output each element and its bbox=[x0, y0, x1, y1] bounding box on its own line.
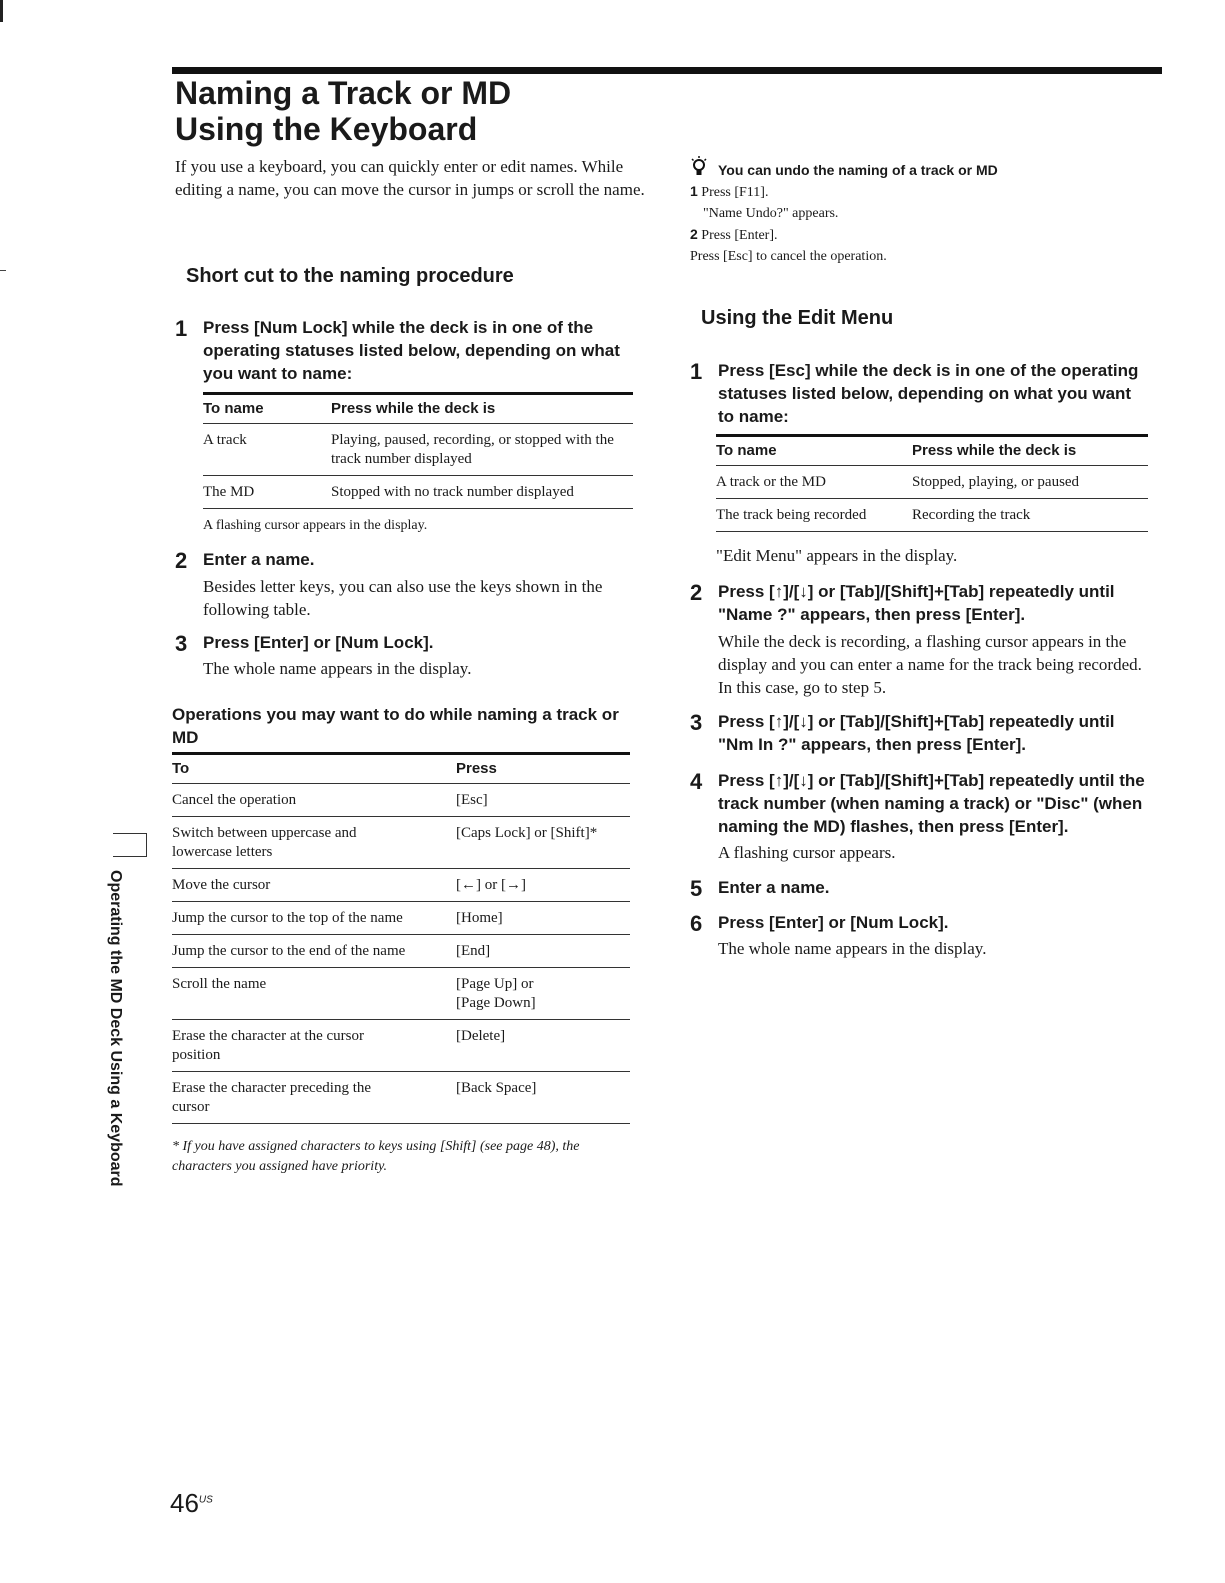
column-header: Press while the deck is bbox=[912, 436, 1148, 466]
table-cell: Switch between uppercase and lowercase letters bbox=[172, 817, 456, 869]
operations-table bbox=[172, 752, 630, 1124]
table-cell: Playing, paused, recording, or stopped with the track number displayed bbox=[331, 424, 633, 476]
table-cell: The MD bbox=[203, 476, 331, 509]
table-row bbox=[203, 424, 633, 476]
step-instruction: Press [↑]/[↓] or [Tab]/[Shift]+[Tab] repeatedly until "Nm In ?" appears, then press [Enter]. bbox=[718, 712, 1115, 754]
table-row bbox=[172, 968, 630, 1020]
scan-edge-tick bbox=[0, 270, 6, 271]
step-instruction: Press [↑]/[↓] or [Tab]/[Shift]+[Tab] repeatedly until the track number (when naming a track) or "Disc" (when naming the MD) flashes, then press [Enter]. bbox=[718, 771, 1145, 836]
shortcut-step-1 bbox=[175, 316, 635, 386]
step-number: 6 bbox=[690, 911, 703, 936]
table-cell: Stopped with no track number displayed bbox=[331, 476, 633, 509]
page-number-value: 46 bbox=[170, 1488, 199, 1518]
table-cell: [Caps Lock] or [Shift]* bbox=[456, 817, 630, 869]
tip-text: Press [Esc] to cancel the operation. bbox=[690, 249, 887, 264]
table-row bbox=[172, 817, 630, 869]
page-number bbox=[170, 1488, 213, 1519]
shortcut-step-2 bbox=[175, 548, 635, 623]
table-row bbox=[172, 1020, 630, 1072]
tip-block bbox=[690, 160, 1130, 267]
table-header-row bbox=[203, 394, 633, 424]
editmenu-heading: Using the Edit Menu bbox=[701, 307, 894, 329]
column-header: To name bbox=[203, 394, 331, 424]
step-detail: The whole name appears in the display. bbox=[718, 939, 987, 958]
step-number: 3 bbox=[690, 710, 703, 735]
step-detail: The whole name appears in the display. bbox=[203, 659, 472, 678]
side-tab-label: Operating the MD Deck Using a Keyboard bbox=[107, 870, 124, 1187]
tip-step-number: 1 bbox=[690, 183, 698, 199]
step-instruction: Press [Enter] or [Num Lock]. bbox=[718, 913, 949, 932]
step-number: 3 bbox=[175, 631, 188, 656]
step-detail: A flashing cursor appears. bbox=[718, 843, 896, 862]
intro-paragraph: If you use a keyboard, you can quickly enter or edit names. While editing a name, you can move the cursor in jumps or scroll the name. bbox=[175, 157, 645, 199]
table-row bbox=[203, 476, 633, 509]
step-number: 1 bbox=[175, 316, 188, 341]
table-cell: [←] or [→] bbox=[456, 869, 630, 902]
editmenu-step-1 bbox=[690, 359, 1150, 429]
tip-line bbox=[690, 181, 1130, 203]
table-cell: Scroll the name bbox=[172, 968, 456, 1020]
editmenu-step-3 bbox=[690, 710, 1150, 760]
step-number: 2 bbox=[175, 548, 188, 573]
step-instruction: Press [Num Lock] while the deck is in one of the operating statuses listed below, depending on what you want to name: bbox=[203, 318, 620, 383]
table-cell: Erase the character preceding the cursor bbox=[172, 1072, 456, 1124]
table-cell: [Esc] bbox=[456, 784, 630, 817]
tip-line bbox=[690, 224, 1130, 246]
side-tab bbox=[102, 870, 132, 1260]
table-cell: Recording the track bbox=[912, 499, 1148, 532]
table-cell: Jump the cursor to the end of the name bbox=[172, 935, 456, 968]
column-header: Press bbox=[456, 754, 630, 784]
column-header: To bbox=[172, 754, 456, 784]
tip-step-number: 2 bbox=[690, 226, 698, 242]
table-row bbox=[716, 466, 1148, 499]
step-instruction: Press [↑]/[↓] or [Tab]/[Shift]+[Tab] repeatedly until "Name ?" appears, then press [Enter]. bbox=[718, 582, 1115, 624]
table-cell: Move the cursor bbox=[172, 869, 456, 902]
shortcut-step-3 bbox=[175, 631, 635, 681]
tip-text: "Name Undo?" appears. bbox=[703, 206, 839, 221]
table-cell: A track or the MD bbox=[716, 466, 912, 499]
operations-heading: Operations you may want to do while naming a track or MD bbox=[172, 705, 619, 747]
table-row bbox=[172, 902, 630, 935]
editmenu-step-2 bbox=[690, 580, 1150, 705]
step-instruction: Press [Enter] or [Num Lock]. bbox=[203, 633, 434, 652]
editmenu-table bbox=[716, 434, 1148, 532]
step-number: 5 bbox=[690, 876, 703, 901]
side-tab-bracket bbox=[113, 833, 147, 857]
table-note: "Edit Menu" appears in the display. bbox=[716, 546, 958, 565]
step-instruction: Enter a name. bbox=[203, 550, 315, 569]
shortcut-heading: Short cut to the naming procedure bbox=[186, 265, 514, 287]
table-cell: [Delete] bbox=[456, 1020, 630, 1072]
step-number: 1 bbox=[690, 359, 703, 384]
step-number: 4 bbox=[690, 769, 703, 794]
table-cell: A track bbox=[203, 424, 331, 476]
step-number: 2 bbox=[690, 580, 703, 605]
page-title bbox=[175, 75, 511, 147]
table-row bbox=[172, 869, 630, 902]
table-row bbox=[172, 784, 630, 817]
page-title-line2: Using the Keyboard bbox=[175, 111, 478, 147]
tip-text: Press [Enter]. bbox=[701, 228, 778, 243]
footnote: * If you have assigned characters to keys using [Shift] (see page 48), the characters you assigned have priority. bbox=[172, 1139, 580, 1174]
scan-edge-mark bbox=[0, 0, 3, 22]
table-cell: Stopped, playing, or paused bbox=[912, 466, 1148, 499]
shortcut-table bbox=[203, 392, 633, 509]
step-instruction: Enter a name. bbox=[718, 878, 830, 897]
tip-text: Press [F11]. bbox=[701, 185, 769, 200]
table-cell: Jump the cursor to the top of the name bbox=[172, 902, 456, 935]
table-cell: [End] bbox=[456, 935, 630, 968]
column-header: To name bbox=[716, 436, 912, 466]
table-header-row bbox=[172, 754, 630, 784]
page-title-line1: Naming a Track or MD bbox=[175, 75, 512, 111]
tip-heading: You can undo the naming of a track or MD bbox=[718, 162, 998, 178]
table-cell: [Back Space] bbox=[456, 1072, 630, 1124]
editmenu-step-4 bbox=[690, 769, 1150, 869]
step-instruction: Press [Esc] while the deck is in one of the operating statuses listed below, depending on what you want to name: bbox=[718, 361, 1139, 426]
editmenu-step-5 bbox=[690, 876, 1150, 904]
header-rule bbox=[172, 67, 1162, 74]
table-note: A flashing cursor appears in the display. bbox=[203, 518, 428, 533]
step-detail: Besides letter keys, you can also use the keys shown in the following table. bbox=[203, 577, 603, 619]
table-row bbox=[172, 1072, 630, 1124]
table-cell: Erase the character at the cursor position bbox=[172, 1020, 456, 1072]
step-detail: While the deck is recording, a flashing cursor appears in the display and you can enter a name for the track being recorded. In this case, go to step 5. bbox=[718, 632, 1142, 697]
page-number-suffix: US bbox=[198, 1494, 213, 1506]
table-header-row bbox=[716, 436, 1148, 466]
editmenu-step-6 bbox=[690, 911, 1150, 963]
column-header: Press while the deck is bbox=[331, 394, 633, 424]
table-cell: The track being recorded bbox=[716, 499, 912, 532]
table-row bbox=[172, 935, 630, 968]
table-cell: Cancel the operation bbox=[172, 784, 456, 817]
table-cell: [Home] bbox=[456, 902, 630, 935]
table-row bbox=[716, 499, 1148, 532]
table-cell: [Page Up] or [Page Down] bbox=[456, 968, 630, 1020]
